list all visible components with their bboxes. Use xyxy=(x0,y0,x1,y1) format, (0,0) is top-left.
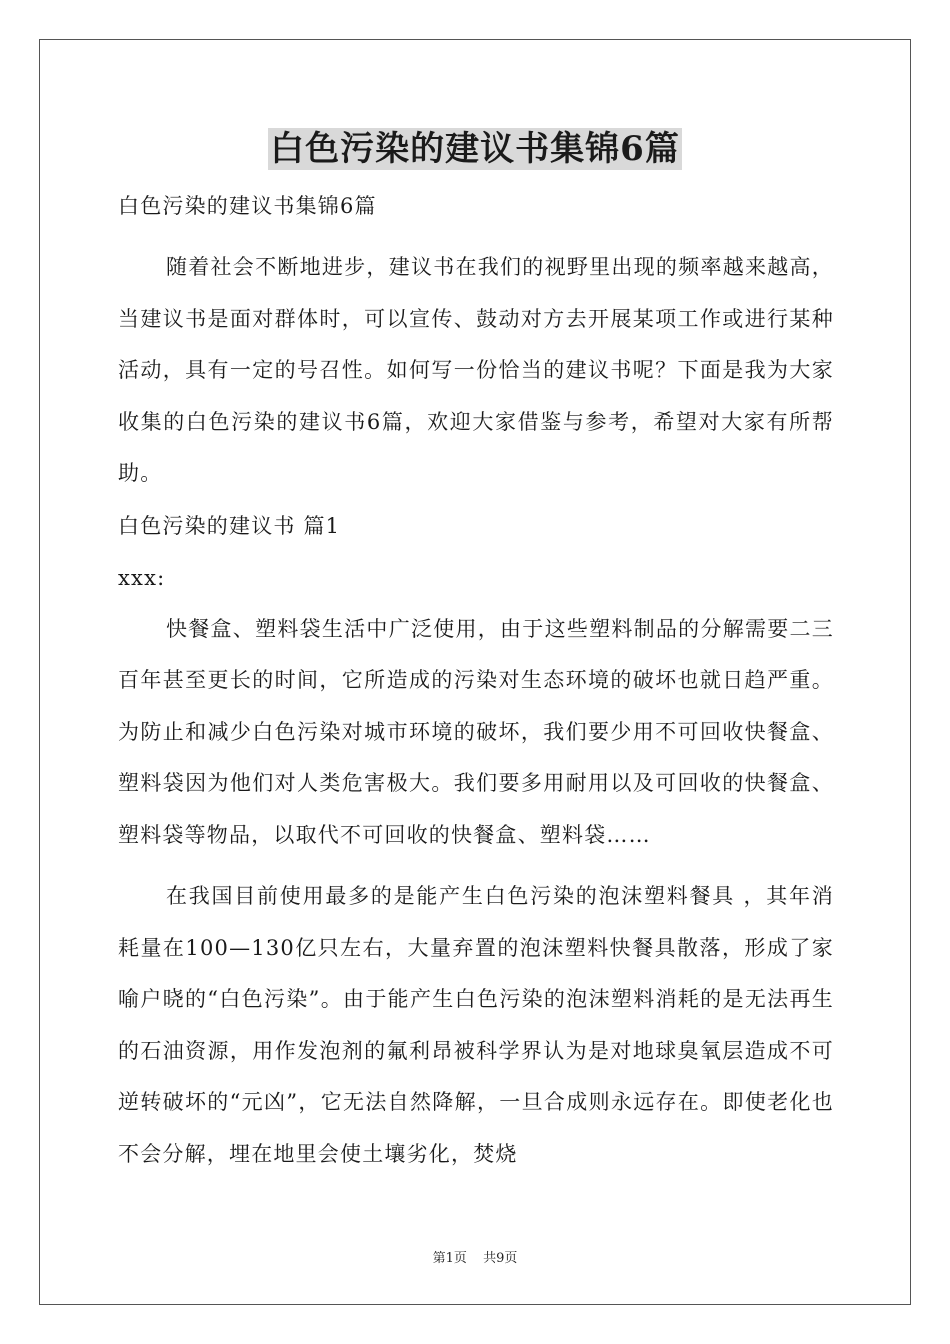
document-body xyxy=(118,180,834,1180)
salutation: xxx: xyxy=(118,565,166,590)
page-footer xyxy=(0,1247,950,1266)
total-pages: 共9页 xyxy=(483,1251,518,1266)
body-paragraph-1: 快餐盒、塑料袋生活中广泛使用，由于这些塑料制品的分解需要二三百年甚至更长的时间，它所造成的污染对生态环境的破坏也就日趋严重。为防止和减少白色污染对城市环境的破坏，我们要少用不可回收快餐盒、塑料袋因为他们对人类危害极大。我们要多用耐用以及可回收的快餐盒、塑料袋等物品，以取代不可回收的快餐盒、塑料袋…… xyxy=(118,616,834,847)
document-title: 白色污染的建议书集锦6篇 xyxy=(270,129,680,169)
page-number: 第1页 xyxy=(432,1251,467,1266)
document-subtitle: 白色污染的建议书集锦6篇 xyxy=(118,194,377,218)
section-heading: 白色污染的建议书 篇1 xyxy=(118,513,341,538)
body-paragraph-2: 在我国目前使用最多的是能产生白色污染的泡沫塑料餐具 ，其年消耗量在100—130亿只左右，大量弃置的泡沫塑料快餐具散落，形成了家喻户晓的“白色污染”。由于能产生白色污染的泡沫塑料消耗的是无法再生的石油资源，用作发泡剂的氟利昂被科学界认为是对地球臭氧层造成不可逆转破坏的“元凶”，它无法自然降解，一旦合成则永远存在。即使老化也不会分解，埋在地里会使土壤劣化，焚烧 xyxy=(118,884,834,1166)
intro-paragraph: 随着社会不断地进步，建议书在我们的视野里出现的频率越来越高，当建议书是面对群体时，可以宣传、鼓动对方去开展某项工作或进行某种活动，具有一定的号召性。如何写一份恰当的建议书呢？下面是我为大家收集的白色污染的建议书6篇，欢迎大家借鉴与参考，希望对大家有所帮助。 xyxy=(118,255,834,485)
title-container xyxy=(0,128,950,170)
